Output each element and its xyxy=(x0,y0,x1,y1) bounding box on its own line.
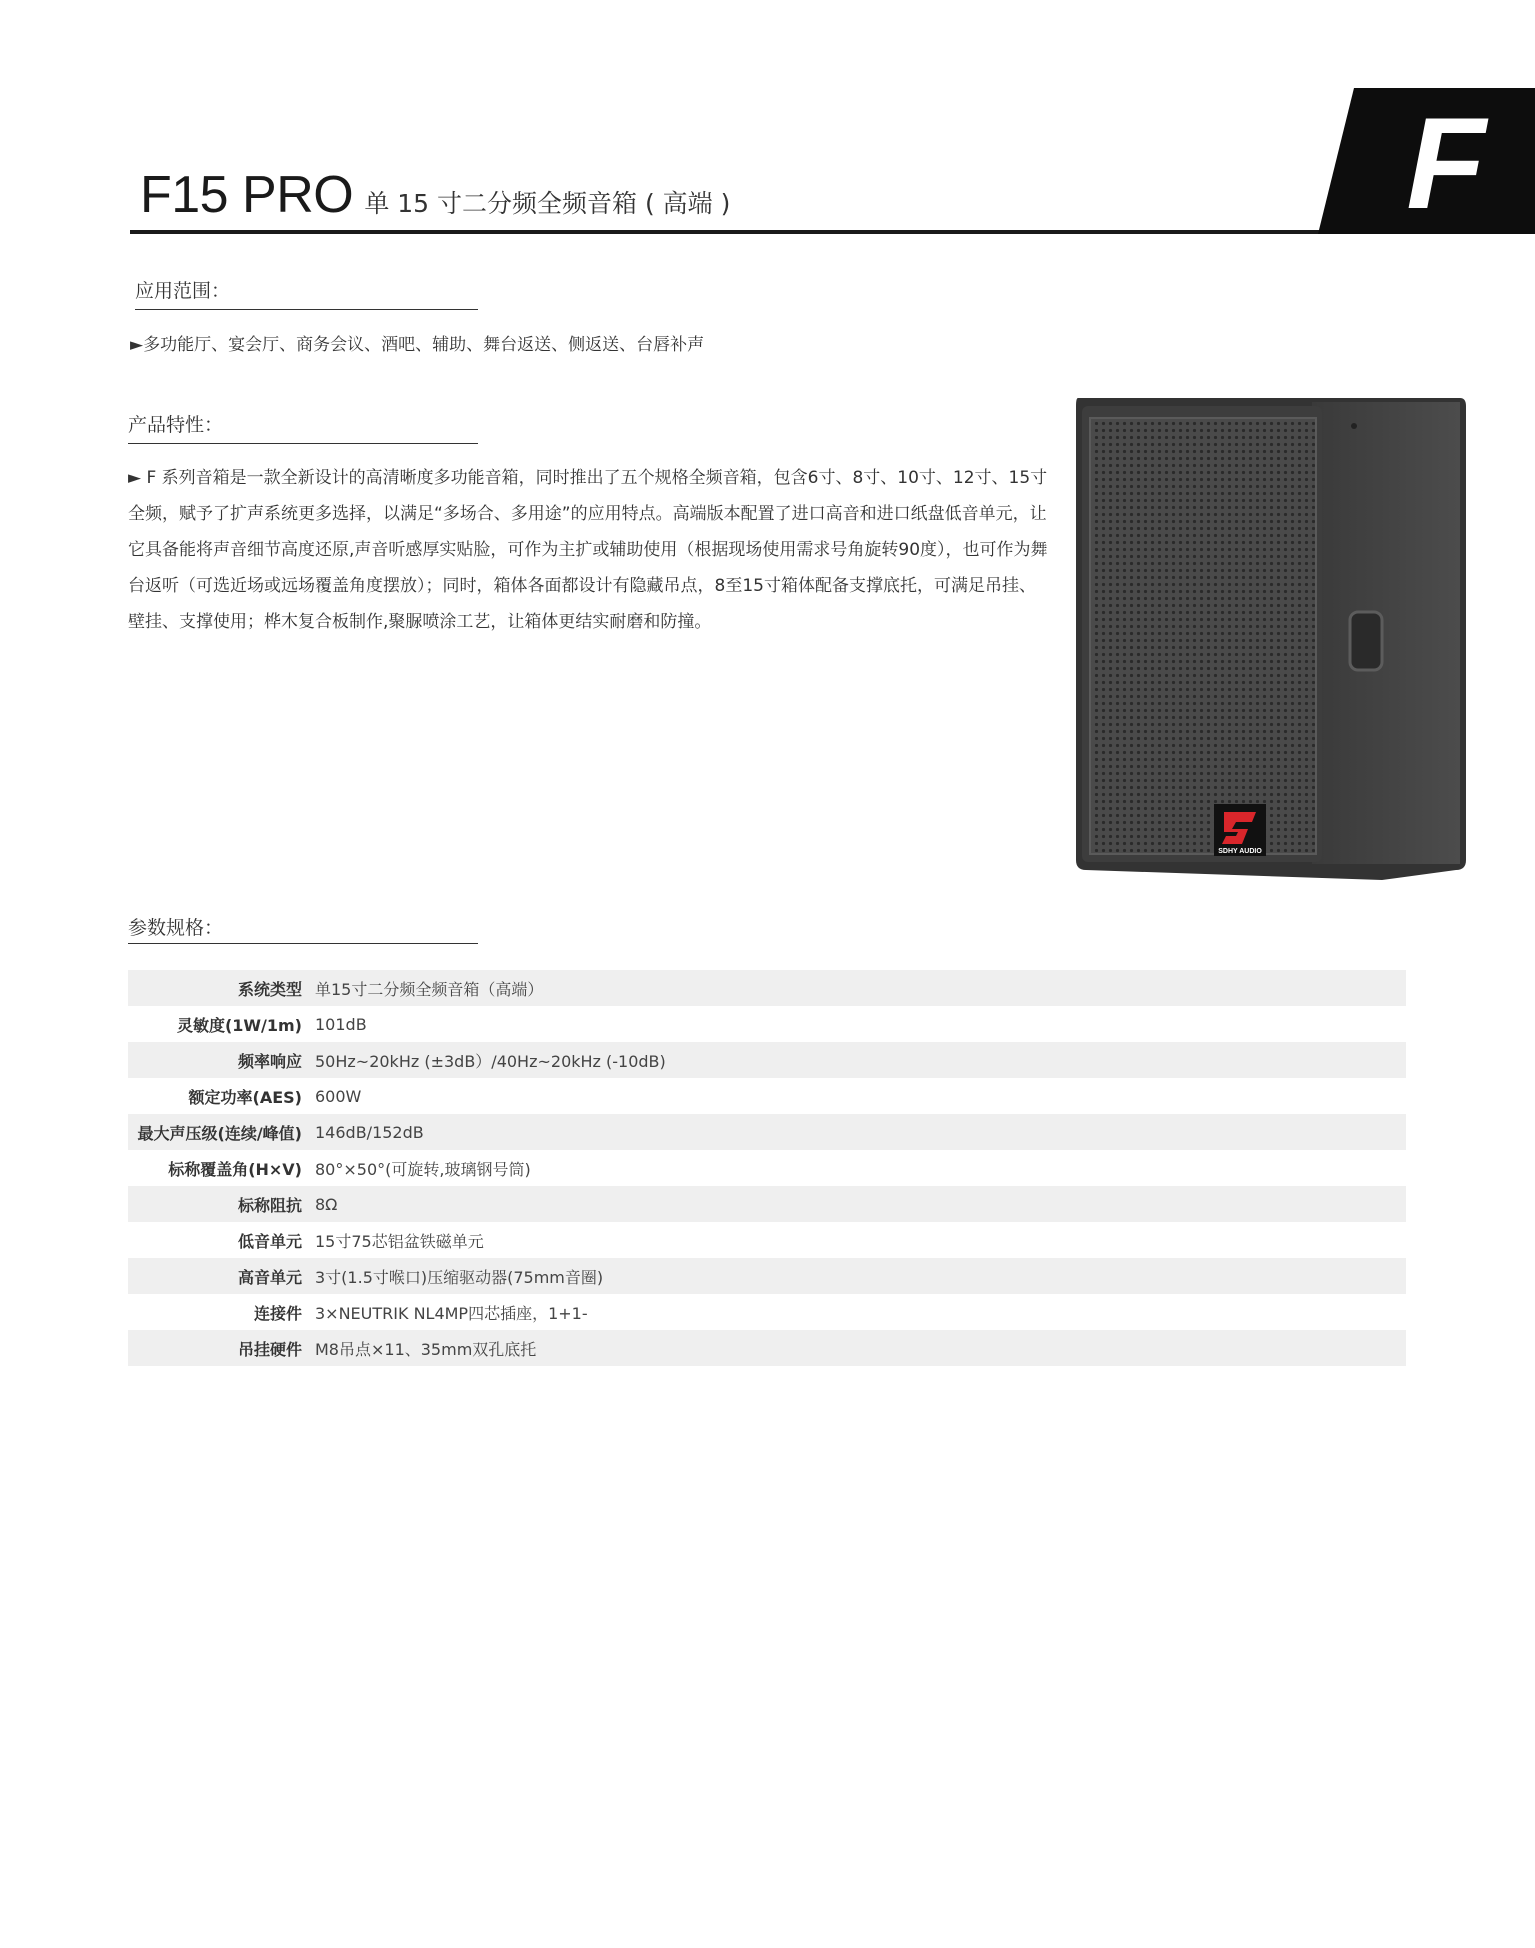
specs-heading-rule xyxy=(128,943,478,944)
spec-label: 频率响应 xyxy=(128,1042,313,1078)
model-subtitle: 单 15 寸二分频全频音箱 ( 高端 ) xyxy=(364,189,731,218)
spec-value: 3寸(1.5寸喉口)压缩驱动器(75mm音圈) xyxy=(313,1258,1406,1294)
title-underline xyxy=(130,230,1335,234)
spec-value: 15寸75芯铝盆铁磁单元 xyxy=(313,1222,1406,1258)
spec-label: 额定功率(AES) xyxy=(128,1078,313,1114)
spec-value: M8吊点×11、35mm双孔底托 xyxy=(313,1330,1406,1366)
table-row xyxy=(128,1006,1406,1042)
spec-label: 吊挂硬件 xyxy=(128,1330,313,1366)
spec-value: 8Ω xyxy=(313,1186,1406,1222)
specs-heading: 参数规格： xyxy=(128,917,224,939)
spec-value: 146dB/152dB xyxy=(313,1114,1406,1150)
application-heading-rule xyxy=(135,309,478,310)
table-row xyxy=(128,1258,1406,1294)
features-text: ► F 系列音箱是一款全新设计的高清晰度多功能音箱，同时推出了五个规格全频音箱，包含6寸、8寸、10寸、12寸、15寸全频，赋予了扩声系统更多选择，以满足“多场合、多用途”的应用特点。高端版本配置了进口高音和进口纸盘低音单元，让它具备能将声音细节高度还原,声音听感厚实贴脸，可作为主扩或辅助使用（根据现场使用需求号角旋转90度），也可作为舞台返听（可选近场或远场覆盖角度摆放）；同时，箱体各面都设计有隐藏吊点，8至15寸箱体配备支撑底托，可满足吊挂、壁挂、支撑使用；桦木复合板制作,聚脲喷涂工艺，让箱体更结实耐磨和防撞。 xyxy=(128,468,1048,632)
spec-value: 50Hz~20kHz (±3dB）/40Hz~20kHz (-10dB) xyxy=(313,1042,1406,1078)
spec-label: 灵敏度(1W/1m) xyxy=(128,1006,313,1042)
specs-table xyxy=(128,970,1406,1366)
speaker-product-image xyxy=(1072,392,1467,882)
table-row xyxy=(128,1042,1406,1078)
spec-value: 600W xyxy=(313,1078,1406,1114)
spec-label: 连接件 xyxy=(128,1294,313,1330)
features-heading: 产品特性： xyxy=(128,414,224,436)
spec-label: 低音单元 xyxy=(128,1222,313,1258)
application-text: ►多功能厅、宴会厅、商务会议、酒吧、辅助、舞台返送、侧返送、台唇补声 xyxy=(130,335,705,355)
application-heading: 应用范围： xyxy=(135,280,231,302)
series-badge-letter: F xyxy=(1406,90,1486,234)
table-row xyxy=(128,970,1406,1006)
brand-logo-text: SDHY AUDIO xyxy=(1218,848,1262,855)
spec-value: 3×NEUTRIK NL4MP四芯插座，1+1- xyxy=(313,1294,1406,1330)
table-row xyxy=(128,1222,1406,1258)
series-badge xyxy=(1318,88,1535,234)
table-row xyxy=(128,1150,1406,1186)
spec-value: 单15寸二分频全频音箱（高端） xyxy=(313,970,1406,1006)
table-row xyxy=(128,1078,1406,1114)
spec-label: 标称覆盖角(H×V) xyxy=(128,1150,313,1186)
table-row xyxy=(128,1114,1406,1150)
brand-logo xyxy=(1214,804,1266,856)
spec-label: 最大声压级(连续/峰值) xyxy=(128,1114,313,1150)
spec-label: 高音单元 xyxy=(128,1258,313,1294)
page-title xyxy=(140,165,730,225)
table-row xyxy=(128,1186,1406,1222)
spec-value: 80°×50°(可旋转,玻璃钢号筒) xyxy=(313,1150,1406,1186)
features-heading-rule xyxy=(128,443,478,444)
spec-label: 标称阻抗 xyxy=(128,1186,313,1222)
spec-label: 系统类型 xyxy=(128,970,313,1006)
model-name: F15 PRO xyxy=(140,166,354,224)
table-row xyxy=(128,1330,1406,1366)
spec-value: 101dB xyxy=(313,1006,1406,1042)
table-row xyxy=(128,1294,1406,1330)
